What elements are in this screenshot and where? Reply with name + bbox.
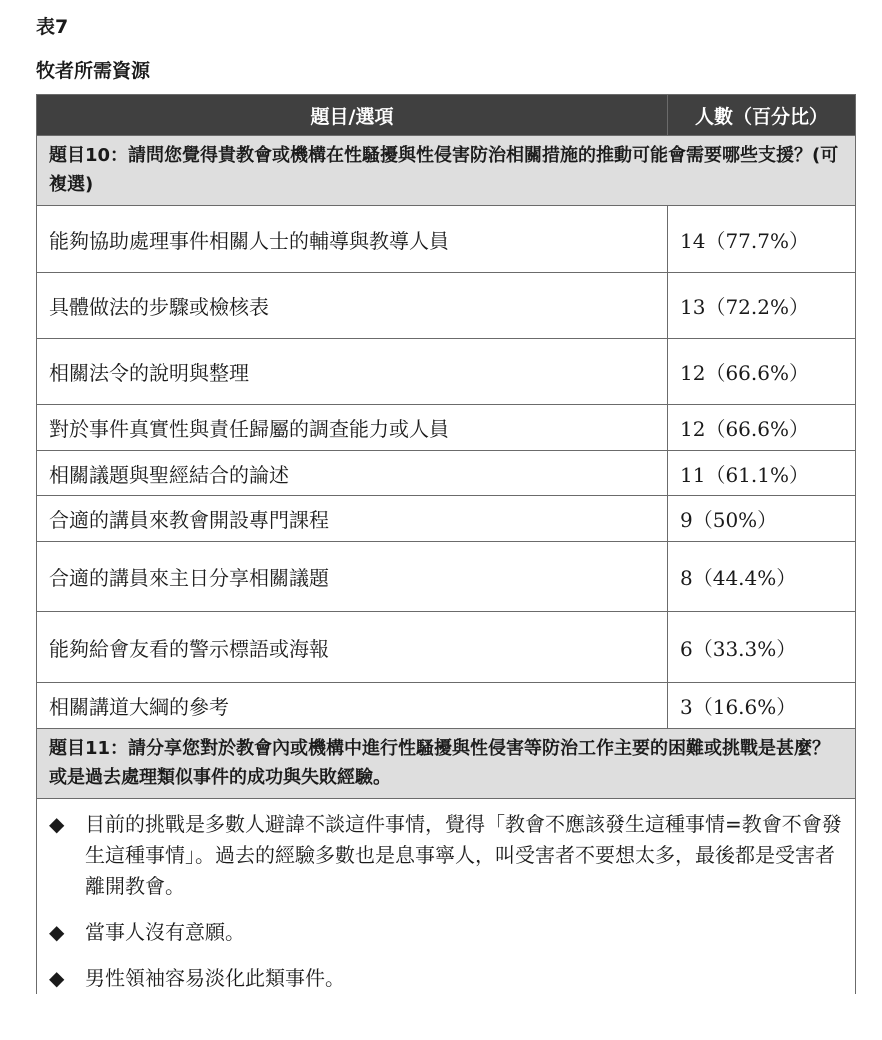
option-cell: 能夠協助處理事件相關人士的輔導與教導人員 — [37, 206, 668, 273]
table-row — [37, 405, 856, 451]
table-title: 牧者所需資源 — [36, 60, 151, 82]
header-item-options: 題目/選項 — [37, 95, 668, 136]
list-item — [49, 963, 843, 994]
diamond-bullet-icon: ◆ — [49, 920, 65, 944]
count-cell: 12（66.6%） — [668, 405, 856, 451]
table-row — [37, 206, 856, 273]
count-cell: 11（61.1%） — [668, 451, 856, 496]
option-cell: 具體做法的步驟或檢核表 — [37, 273, 668, 339]
resources-table-container — [36, 94, 855, 994]
count-cell: 6（33.3%） — [668, 612, 856, 683]
list-item — [49, 917, 843, 948]
table-row — [37, 339, 856, 405]
diamond-bullet-icon: ◆ — [49, 812, 65, 836]
table-row — [37, 273, 856, 339]
answer-text: 當事人沒有意願。 — [85, 920, 245, 944]
count-cell: 3（16.6%） — [668, 683, 856, 729]
question-10-row — [37, 136, 856, 206]
resources-table — [36, 94, 856, 994]
answers-cell — [37, 799, 856, 995]
option-cell: 合適的講員來主日分享相關議題 — [37, 542, 668, 612]
list-item — [49, 809, 843, 902]
count-cell: 12（66.6%） — [668, 339, 856, 405]
count-cell: 9（50%） — [668, 496, 856, 542]
answer-text: 目前的挑戰是多數人避諱不談這件事情，覺得「教會不應該發生這種事情=教會不會發生這種事情」。過去的經驗多數也是息事寧人，叫受害者不要想太多，最後都是受害者離開教會。 — [85, 812, 842, 898]
table-row — [37, 612, 856, 683]
table-number: 表7 — [36, 16, 69, 38]
count-cell: 8（44.4%） — [668, 542, 856, 612]
count-cell: 14（77.7%） — [668, 206, 856, 273]
option-cell: 相關法令的說明與整理 — [37, 339, 668, 405]
answer-text: 男性領袖容易淡化此類事件。 — [85, 966, 345, 990]
option-cell: 能夠給會友看的警示標語或海報 — [37, 612, 668, 683]
option-cell: 對於事件真實性與責任歸屬的調查能力或人員 — [37, 405, 668, 451]
answers-row — [37, 799, 856, 995]
diamond-bullet-icon: ◆ — [49, 966, 65, 990]
table-row — [37, 451, 856, 496]
table-row — [37, 542, 856, 612]
table-header-row — [37, 95, 856, 136]
question-11-text: 題目11：請分享您對於教會內或機構中進行性騷擾與性侵害等防治工作主要的困難或挑戰是甚麼？或是過去處理類似事件的成功與失敗經驗。 — [37, 729, 856, 799]
table-row — [37, 683, 856, 729]
question-10-text: 題目10：請問您覺得貴教會或機構在性騷擾與性侵害防治相關措施的推動可能會需要哪些支援？(可複選) — [37, 136, 856, 206]
table-row — [37, 496, 856, 542]
option-cell: 相關講道大綱的參考 — [37, 683, 668, 729]
header-count-percentage: 人數（百分比） — [668, 95, 856, 136]
option-cell: 合適的講員來教會開設專門課程 — [37, 496, 668, 542]
count-cell: 13（72.2%） — [668, 273, 856, 339]
option-cell: 相關議題與聖經結合的論述 — [37, 451, 668, 496]
question-11-row — [37, 729, 856, 799]
